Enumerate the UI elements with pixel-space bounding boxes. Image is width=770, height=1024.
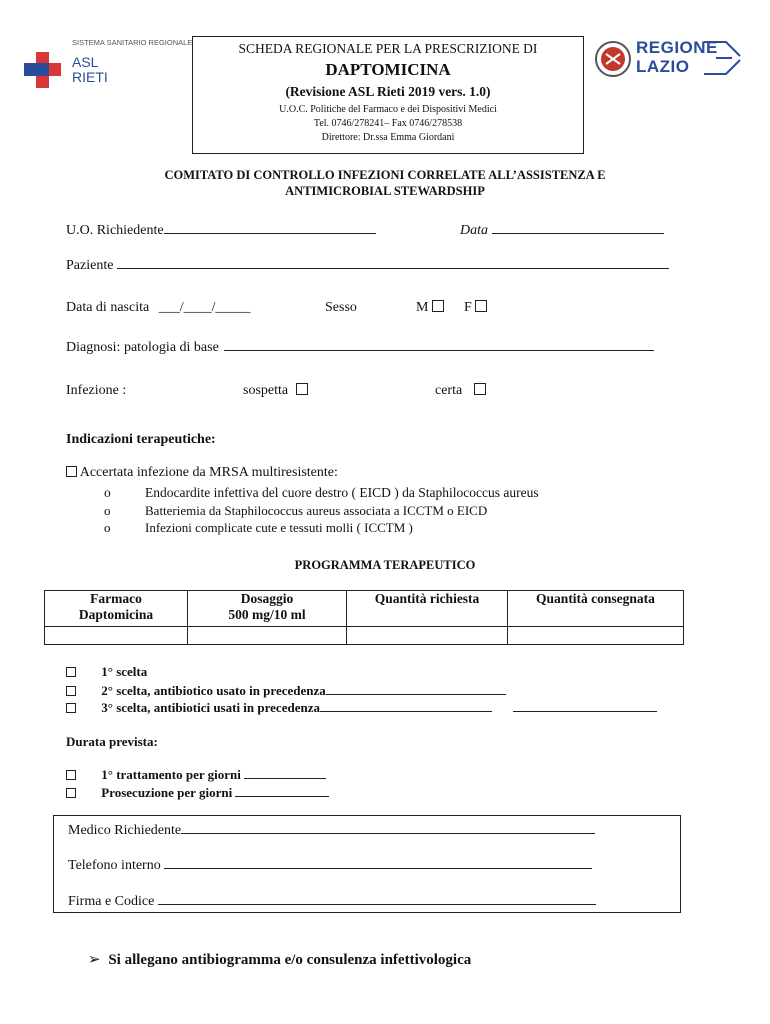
durata-heading: Durata prevista: [66, 734, 158, 749]
sesso-label: Sesso [325, 300, 357, 315]
durata-1-option[interactable] [66, 766, 326, 783]
farmaco-cell [45, 591, 188, 627]
table-cell[interactable] [347, 627, 508, 645]
sex-m-label: M [416, 300, 429, 315]
sex-m-checkbox[interactable] [432, 300, 444, 312]
scelta-3-label: 3° scelta, antibiotici usati in precedenza [101, 700, 320, 715]
table-cell[interactable] [188, 627, 347, 645]
header-line-1: SCHEDA REGIONALE PER LA PRESCRIZIONE DI [238, 41, 538, 56]
firma-label: Firma e Codice [68, 894, 155, 909]
indication-bullet-3: o [104, 520, 111, 535]
scelta-2-checkbox[interactable] [66, 686, 76, 696]
date-label: Data [460, 223, 488, 238]
lazio-label: LAZIO [636, 57, 690, 76]
certa-option[interactable] [435, 383, 486, 399]
dosaggio-cell [188, 591, 347, 627]
scelta-2-option[interactable] [66, 682, 506, 699]
scelta-2-label: 2° scelta, antibiotico usato in precedenza [101, 683, 326, 698]
dosaggio-header: Dosaggio [240, 591, 294, 606]
quantita-richiesta-header: Quantità richiesta [347, 591, 508, 627]
uo-label: U.O. Richiedente [66, 223, 164, 238]
allegati-text: Si allegano antibiogramma e/o consulenza infettivologica [108, 952, 472, 968]
asl-cross-icon [24, 50, 64, 90]
scelta-1-checkbox[interactable] [66, 667, 76, 677]
scelta-3-option[interactable] [66, 699, 657, 716]
diagnosi-label: Diagnosi: patologia di base [66, 340, 219, 355]
asl-logo [24, 36, 193, 96]
indication-item-3: Infezioni complicate cute e tessuti molli ( ICCTM ) [145, 520, 413, 535]
diagnosi-field[interactable] [66, 338, 654, 356]
header-box [192, 36, 584, 154]
sex-m-option[interactable] [416, 300, 444, 316]
infezione-label: Infezione : [66, 383, 127, 398]
programma-heading: PROGRAMMA TERAPEUTICO [294, 558, 476, 572]
table-cell[interactable] [508, 627, 684, 645]
medico-field[interactable] [68, 821, 595, 839]
date-field[interactable] [460, 221, 664, 239]
programma-table [44, 590, 684, 645]
regione-lazio-logo [594, 38, 744, 82]
header-revision: (Revisione ASL Rieti 2019 vers. 1.0) [285, 84, 491, 99]
certa-checkbox[interactable] [474, 383, 486, 395]
birthdate-label: Data di nascita [66, 300, 150, 315]
committee-title-1: COMITATO DI CONTROLLO INFEZIONI CORRELATE ALL’ASSISTENZA E [164, 168, 606, 182]
indication-bullet-1: o [104, 485, 111, 500]
uo-field[interactable] [66, 221, 376, 239]
header-drug-title: DAPTOMICINA [325, 60, 451, 79]
paziente-field[interactable] [66, 256, 669, 274]
birthdate-format: ___/____/_____ [158, 300, 251, 315]
durata-2-label: Prosecuzione per giorni [101, 785, 233, 800]
mrsa-option[interactable] [66, 465, 338, 481]
sex-f-option[interactable] [464, 300, 487, 316]
regione-stripes-icon [702, 38, 742, 78]
allegati-note [88, 950, 471, 969]
scelta-1-label: 1° scelta [101, 664, 148, 679]
quantita-consegnata-header: Quantità consegnata [508, 591, 684, 627]
birthdate-field[interactable] [66, 300, 250, 316]
durata-2-checkbox[interactable] [66, 788, 76, 798]
firma-field[interactable] [68, 892, 596, 910]
sospetta-option[interactable] [243, 383, 308, 399]
dosaggio-value: 500 mg/10 ml [228, 607, 306, 622]
header-uoc: U.O.C. Politiche del Farmaco e dei Dispositivi Medici [279, 104, 497, 115]
scelta-3-checkbox[interactable] [66, 703, 76, 713]
sospetta-checkbox[interactable] [296, 383, 308, 395]
table-cell[interactable] [45, 627, 188, 645]
sex-f-checkbox[interactable] [475, 300, 487, 312]
committee-title-2: ANTIMICROBIAL STEWARDSHIP [285, 184, 485, 198]
farmaco-value: Daptomicina [78, 607, 154, 622]
header-tel: Tel. 0746/278241– Fax 0746/278538 [313, 118, 463, 129]
asl-system-label: SISTEMA SANITARIO REGIONALE [72, 38, 193, 47]
indication-item-2: Batteriemia da Staphilococcus aureus associata a ICCTM o EICD [145, 503, 488, 518]
header-director: Direttore: Dr.ssa Emma Giordani [321, 132, 455, 143]
asl-name-1: ASL [72, 54, 99, 70]
indicazioni-heading: Indicazioni terapeutiche: [66, 432, 216, 447]
regione-label: REGIONE [636, 38, 718, 57]
mrsa-checkbox[interactable] [66, 466, 77, 477]
durata-2-option[interactable] [66, 784, 329, 801]
arrow-icon: ➢ [88, 950, 101, 968]
scelta-1-option[interactable] [66, 664, 147, 680]
regione-emblem-icon [594, 40, 632, 78]
asl-name-2: RIETI [72, 69, 108, 85]
mrsa-label: Accertata infezione da MRSA multiresistente: [79, 465, 338, 480]
durata-1-checkbox[interactable] [66, 770, 76, 780]
telefono-label: Telefono interno [68, 858, 161, 873]
paziente-label: Paziente [66, 258, 114, 273]
indication-bullet-2: o [104, 503, 111, 518]
indication-item-1: Endocardite infettiva del cuore destro ( EICD ) da Staphilococcus aureus [145, 485, 539, 500]
sex-f-label: F [464, 300, 472, 315]
telefono-field[interactable] [68, 856, 592, 874]
medico-label: Medico Richiedente [68, 823, 182, 838]
sospetta-label: sospetta [243, 383, 289, 398]
durata-1-label: 1° trattamento per giorni [101, 767, 241, 782]
farmaco-header: Farmaco [90, 591, 142, 606]
certa-label: certa [435, 383, 463, 398]
